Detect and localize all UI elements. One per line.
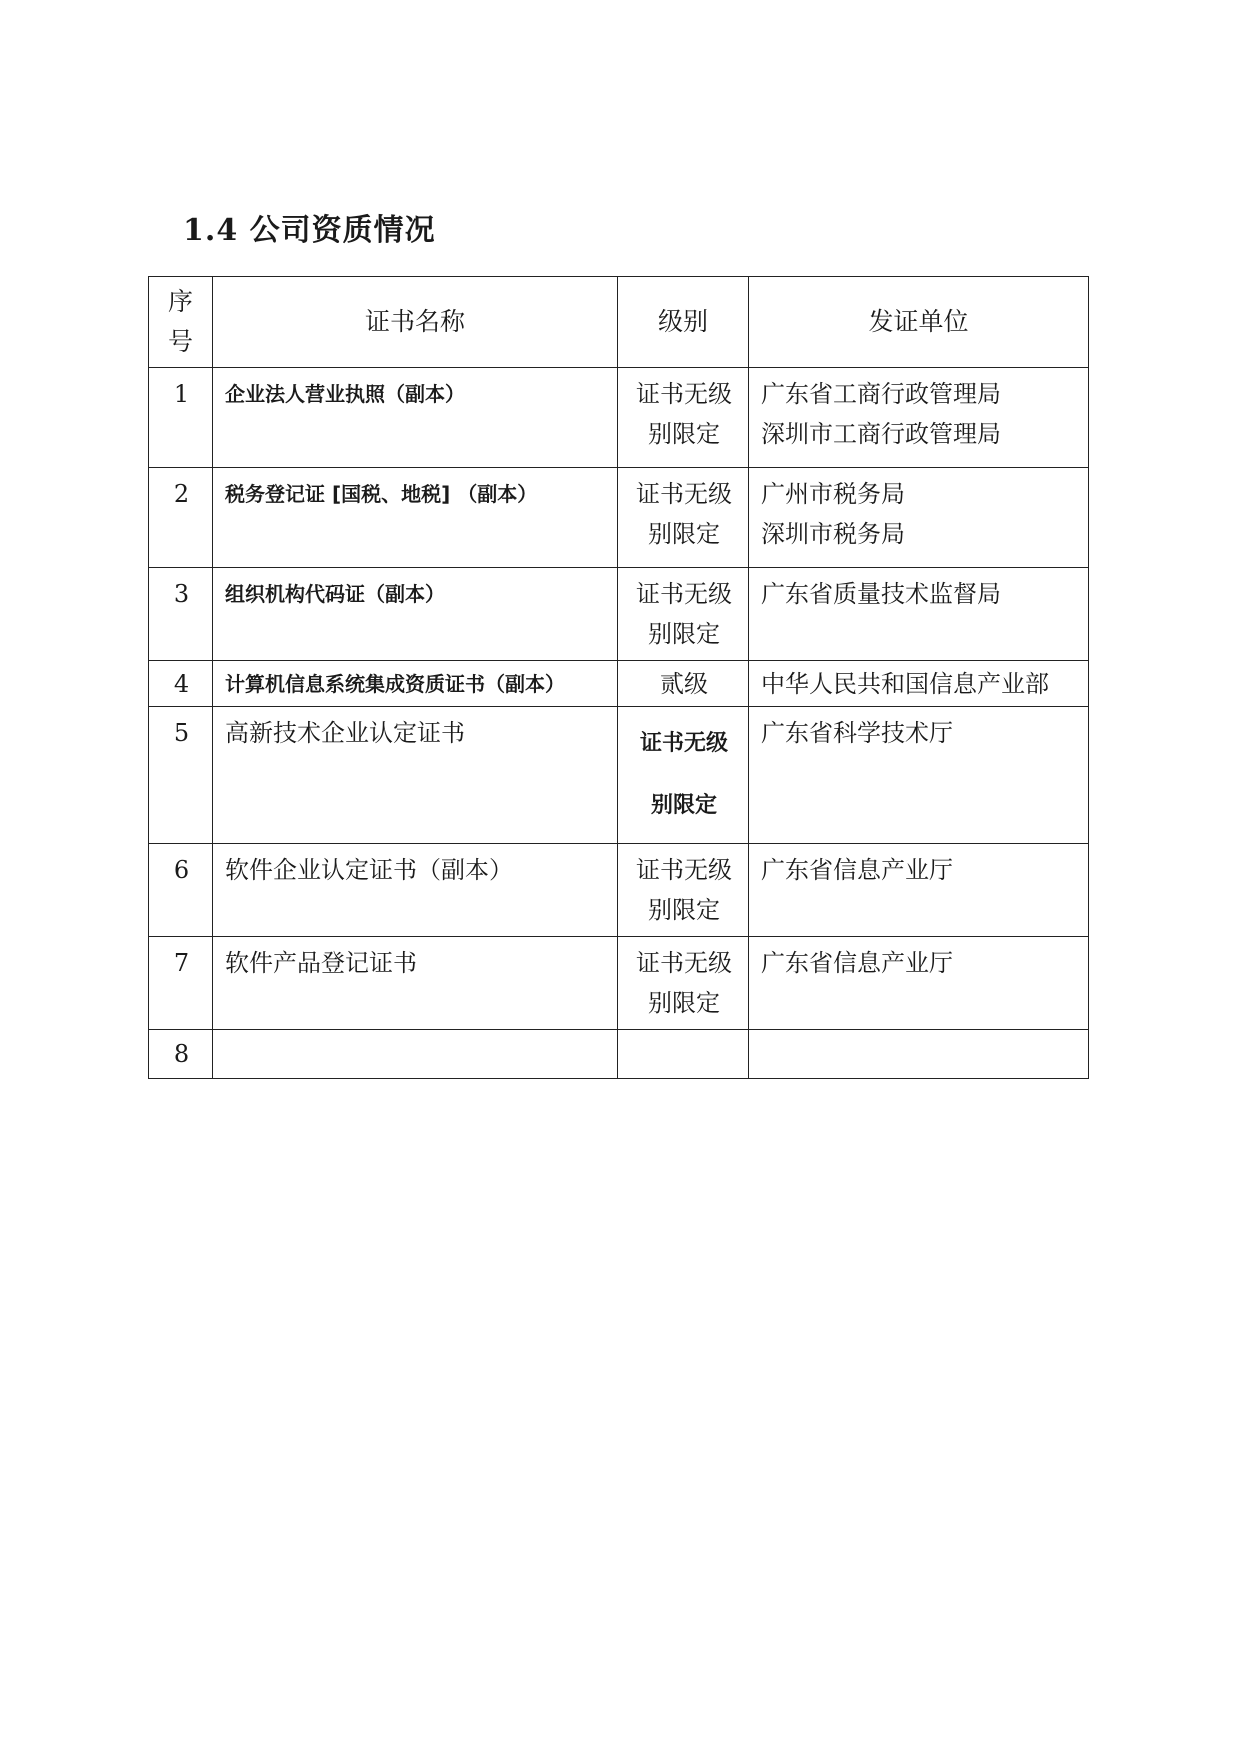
cell-cert-name: 计算机信息系统集成资质证书（副本） xyxy=(213,661,618,707)
cell-seq: 1 xyxy=(149,368,213,468)
cell-seq: 8 xyxy=(149,1030,213,1079)
table-row xyxy=(149,368,1089,468)
cell-level xyxy=(618,1030,749,1079)
issuer-line: 广州市税务局 xyxy=(761,480,905,508)
qualification-table xyxy=(148,276,1089,1079)
table-row xyxy=(149,468,1089,568)
level-line: 别限定 xyxy=(648,896,720,924)
cell-level xyxy=(618,937,749,1030)
header-level: 级别 xyxy=(618,277,749,368)
header-seq xyxy=(149,277,213,368)
header-seq-top: 序 xyxy=(167,287,193,316)
cell-cert-name: 企业法人营业执照（副本） xyxy=(213,368,618,468)
table-row xyxy=(149,844,1089,937)
cell-issuer xyxy=(749,468,1089,568)
level-line: 别限定 xyxy=(648,989,720,1017)
level-line: 证书无级 xyxy=(636,856,732,884)
table-row xyxy=(149,707,1089,844)
level-line: 证书无级 xyxy=(636,380,732,408)
cell-level xyxy=(618,368,749,468)
cell-seq: 7 xyxy=(149,937,213,1030)
level-line: 别限定 xyxy=(648,420,720,448)
cell-level xyxy=(618,707,749,844)
cell-cert-name: 软件产品登记证书 xyxy=(213,937,618,1030)
level-line: 证书无级 xyxy=(636,949,732,977)
cell-issuer xyxy=(749,661,1089,707)
header-cert-name: 证书名称 xyxy=(213,277,618,368)
table-header-row xyxy=(149,277,1089,368)
cell-seq: 4 xyxy=(149,661,213,707)
cell-seq: 2 xyxy=(149,468,213,568)
table-row xyxy=(149,661,1089,707)
cell-issuer xyxy=(749,844,1089,937)
cell-level xyxy=(618,844,749,937)
level-line: 别限定 xyxy=(648,620,720,648)
cell-seq: 5 xyxy=(149,707,213,844)
issuer-line: 广东省信息产业厅 xyxy=(761,949,953,977)
table-row xyxy=(149,937,1089,1030)
cell-cert-name: 税务登记证 [国税、地税] （副本） xyxy=(213,468,618,568)
cell-level xyxy=(618,661,749,707)
level-line: 证书无级 xyxy=(639,731,728,756)
section-title: 1.4 公司资质情况 xyxy=(183,213,436,248)
level-line: 证书无级 xyxy=(636,580,732,608)
cell-cert-name: 软件企业认定证书（副本） xyxy=(213,844,618,937)
level-line: 别限定 xyxy=(648,520,720,548)
level-line: 贰级 xyxy=(660,670,708,698)
issuer-line: 广东省工商行政管理局 xyxy=(761,380,1001,408)
issuer-line: 中华人民共和国信息产业部 xyxy=(761,670,1049,698)
level-line: 别限定 xyxy=(650,793,717,818)
issuer-line: 广东省质量技术监督局 xyxy=(761,580,1001,608)
issuer-line: 广东省信息产业厅 xyxy=(761,856,953,884)
level-line: 证书无级 xyxy=(636,480,732,508)
cell-cert-name: 高新技术企业认定证书 xyxy=(213,707,618,844)
cell-seq: 6 xyxy=(149,844,213,937)
cell-level xyxy=(618,568,749,661)
issuer-line: 深圳市税务局 xyxy=(761,520,905,548)
cell-cert-name: 组织机构代码证（副本） xyxy=(213,568,618,661)
cell-issuer xyxy=(749,368,1089,468)
header-issuer: 发证单位 xyxy=(749,277,1089,368)
cell-cert-name xyxy=(213,1030,618,1079)
cell-issuer xyxy=(749,1030,1089,1079)
issuer-line: 广东省科学技术厅 xyxy=(761,719,953,747)
cell-level xyxy=(618,468,749,568)
cell-issuer xyxy=(749,568,1089,661)
table-row xyxy=(149,568,1089,661)
cell-seq: 3 xyxy=(149,568,213,661)
cell-issuer xyxy=(749,707,1089,844)
table-row xyxy=(149,1030,1089,1079)
cell-issuer xyxy=(749,937,1089,1030)
header-seq-bottom: 号 xyxy=(167,327,193,356)
issuer-line: 深圳市工商行政管理局 xyxy=(761,420,1001,448)
